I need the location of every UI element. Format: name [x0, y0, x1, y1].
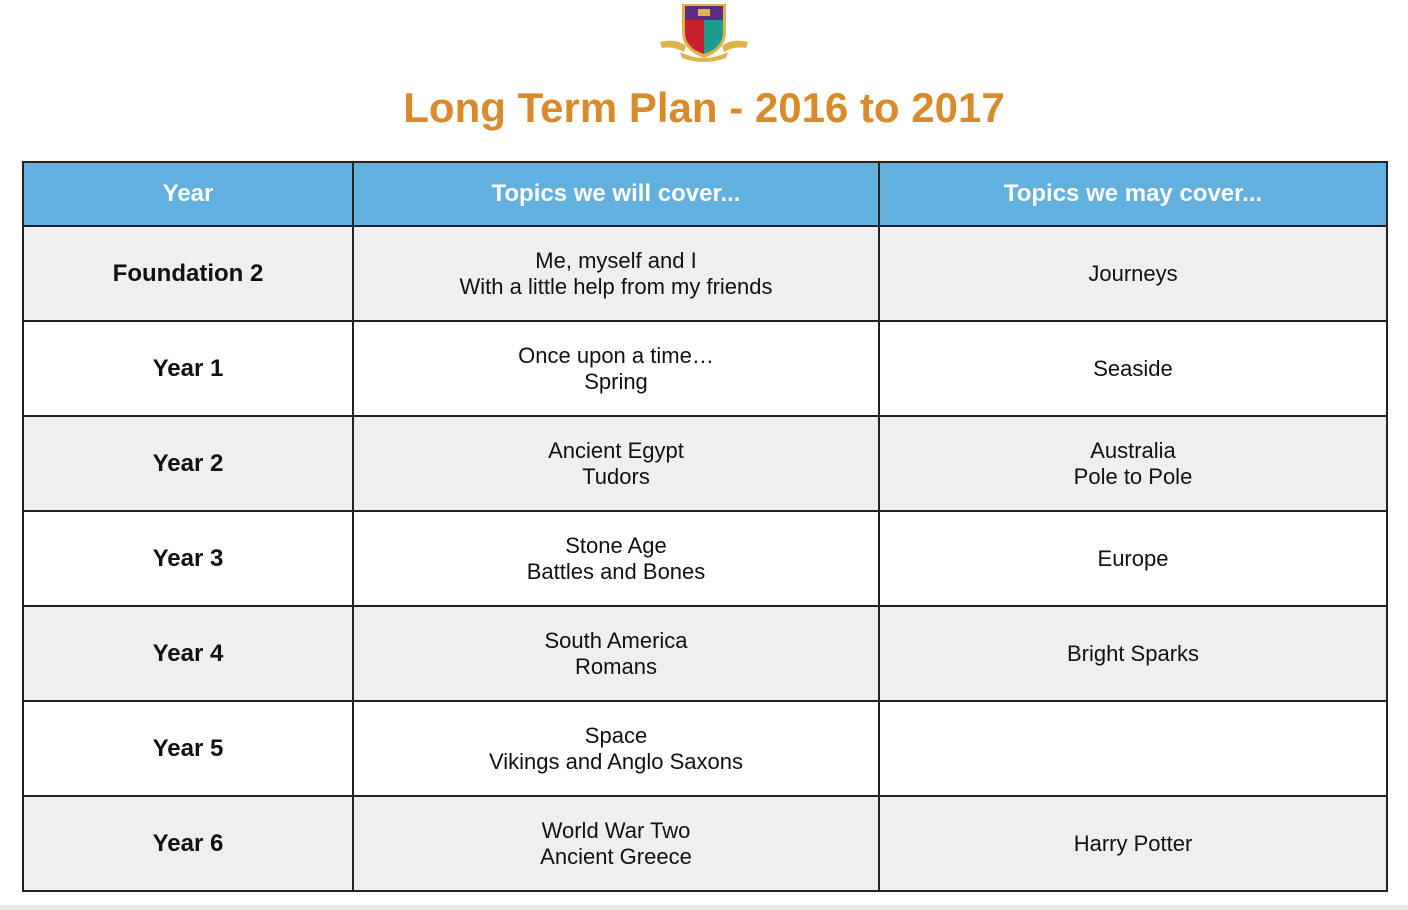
topic-text: Stone Age	[565, 532, 667, 558]
topics-may-cover-cell	[879, 511, 1387, 606]
year-cell: Foundation 2	[23, 226, 353, 321]
topics-will-cover-cell	[353, 321, 879, 416]
topics-will-cover-cell	[353, 416, 879, 511]
table-row	[23, 511, 1387, 606]
year-cell: Year 1	[23, 321, 353, 416]
long-term-plan-table	[22, 161, 1388, 892]
header-year: Year	[23, 162, 353, 226]
topics-may-cover-cell	[879, 701, 1387, 796]
year-cell: Year 2	[23, 416, 353, 511]
topic-text: Space	[584, 722, 648, 748]
topic-text: Vikings and Anglo Saxons	[489, 748, 743, 774]
topics-may-cover-cell	[879, 606, 1387, 701]
table-row	[23, 321, 1387, 416]
year-cell: Year 4	[23, 606, 353, 701]
year-cell: Year 6	[23, 796, 353, 891]
topic-text: Me, myself and I	[535, 247, 697, 273]
page-title: Long Term Plan - 2016 to 2017	[403, 84, 1005, 131]
table-row	[23, 606, 1387, 701]
year-cell: Year 5	[23, 701, 353, 796]
header-topics-will-cover: Topics we will cover...	[353, 162, 879, 226]
table-row	[23, 796, 1387, 891]
topic-text: Battles and Bones	[526, 558, 706, 584]
year-cell: Year 3	[23, 511, 353, 606]
table-row	[23, 701, 1387, 796]
topic-text: Seaside	[1093, 355, 1173, 381]
topic-text: Romans	[575, 653, 657, 679]
topics-may-cover-cell	[879, 226, 1387, 321]
topic-text: Pole to Pole	[1073, 463, 1193, 489]
bottom-divider	[0, 905, 1408, 910]
topic-text: Journeys	[1088, 260, 1178, 286]
school-crest-logo	[656, 2, 752, 64]
table-header-row	[23, 162, 1387, 226]
header-topics-may-cover: Topics we may cover...	[879, 162, 1387, 226]
topic-text: Europe	[1097, 545, 1169, 571]
topics-may-cover-cell	[879, 416, 1387, 511]
topic-text: Spring	[584, 368, 648, 394]
topics-will-cover-cell	[353, 511, 879, 606]
topic-text: Bright Sparks	[1066, 640, 1200, 666]
topic-text: Once upon a time…	[518, 342, 714, 368]
topic-text: Ancient Egypt	[548, 437, 684, 463]
table-row	[23, 416, 1387, 511]
table-row	[23, 226, 1387, 321]
topic-text: South America	[544, 627, 688, 653]
topics-may-cover-cell	[879, 321, 1387, 416]
topics-will-cover-cell	[353, 701, 879, 796]
topics-will-cover-cell	[353, 796, 879, 891]
topic-text: Harry Potter	[1073, 830, 1193, 856]
topic-text: Ancient Greece	[540, 843, 692, 869]
topic-text: Tudors	[582, 463, 650, 489]
topics-will-cover-cell	[353, 226, 879, 321]
topic-text: Australia	[1090, 437, 1176, 463]
topics-may-cover-cell	[879, 796, 1387, 891]
topic-text: World War Two	[541, 817, 691, 843]
topics-will-cover-cell	[353, 606, 879, 701]
topic-text: With a little help from my friends	[459, 273, 773, 299]
